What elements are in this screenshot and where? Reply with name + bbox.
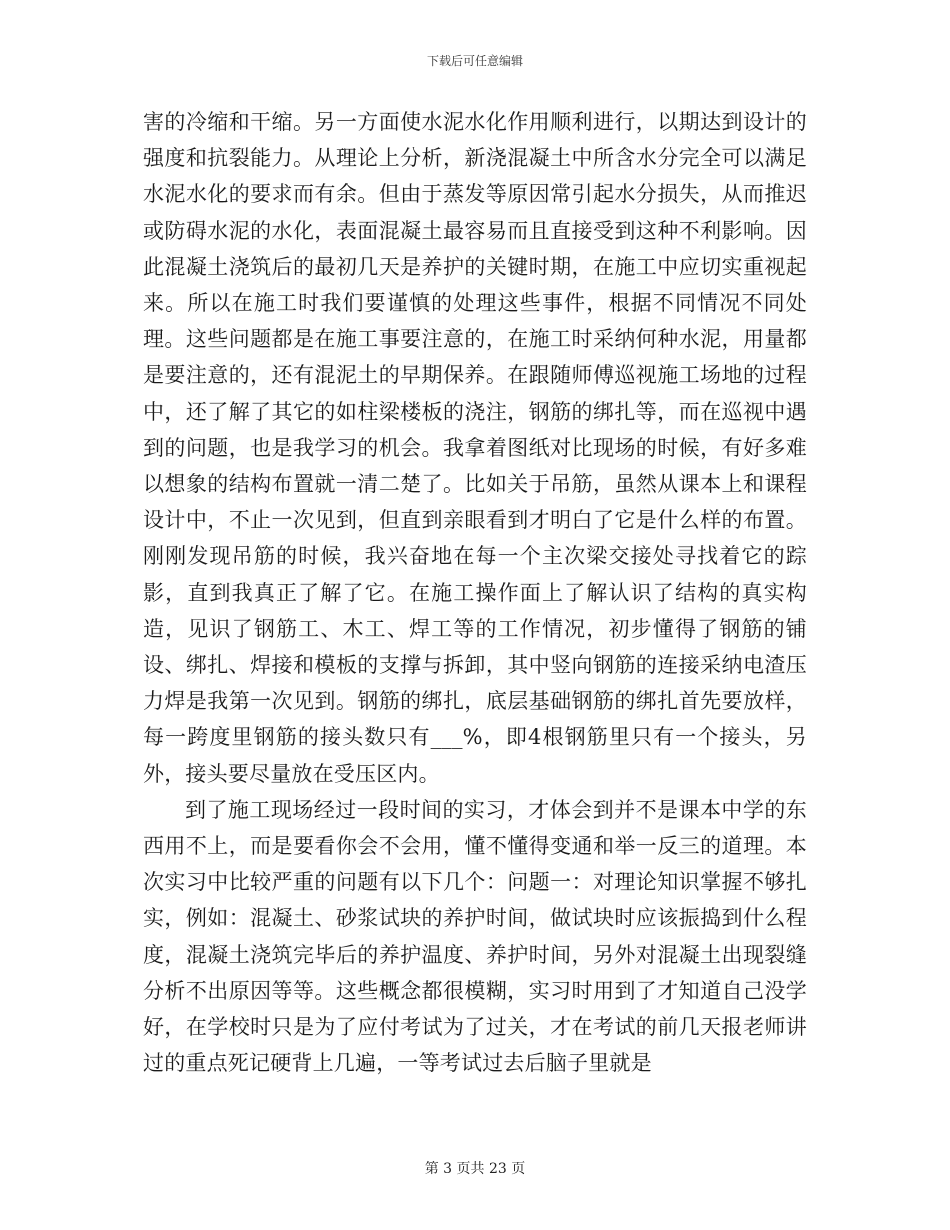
page-footer: 第 3 页共 23 页 — [424, 1161, 526, 1177]
paragraph-2: 到了施工现场经过一段时间的实习，才体会到并不是课本中学的东西用不上，而是要看你会不会用，懂不懂得变通和举一反三的道理。本次实习中比较严重的问题有以下几个：问题一：对理论知识掌握不够扎实，例如：混凝土、砂浆试块的养护时间，做试块时应该振捣到什么程度，混凝土浇筑完毕后的养护温度、养护时间，另外对混凝土出现裂缝分析不出原因等等。这些概念都很模糊，实习时用到了才知道自己没学好，在学校时只是为了应付考试为了过关，才在考试的前几天报老师讲过的重点死记硬背上几遍，一等考试过去后脑子里就是 — [143, 797, 807, 1076]
paragraph-1: 害的冷缩和干缩。另一方面使水泥水化作用顺利进行，以期达到设计的强度和抗裂能力。从理论上分析，新浇混凝土中所含水分完全可以满足水泥水化的要求而有余。但由于蒸发等原因常引起水分损失，从而推迟或防碍水泥的水化，表面混凝土最容易而且直接受到这种不利影响。因此混凝土浇筑后的最初几天是养护的关键时期，在施工中应切实重视起来。所以在施工时我们要谨慎的处理这些事件，根据不同情况不同处理。这些问题都是在施工事要注意的，在施工时采纳何种水泥，用量都是要注意的，还有混泥土的早期保养。在跟随师傅巡视施工场地的过程中，还了解了其它的如柱梁楼板的浇注，钢筋的绑扎等，而在巡视中遇到的问题，也是我学习的机会。我拿着图纸对比现场的时候，有好多难以想象的结构布置就一清二楚了。比如关于吊筋，虽然从课本上和课程设计中，不止一次见到，但直到亲眼看到才明白了它是什么样的布置。刚刚发现吊筋的时候，我兴奋地在每一个主次梁交接处寻找着它的踪影，直到我真正了解了它。在施工操作面上了解认识了结构的真实构造，见识了钢筋工、木工、焊工等的工作情况，初步懂得了钢筋的铺设、绑扎、焊接和模板的支撑与拆卸，其中竖向钢筋的连接采纳电渣压力焊是我第一次见到。钢筋的绑扎，底层基础钢筋的绑扎首先要放样，每一跨度里钢筋的接头数只有___%，即4根钢筋里只有一个接头，另外，接头要尽量放在受压区内。 — [143, 110, 807, 786]
document-body — [143, 104, 807, 1081]
page-header: 下载后可任意编辑 — [426, 54, 523, 68]
